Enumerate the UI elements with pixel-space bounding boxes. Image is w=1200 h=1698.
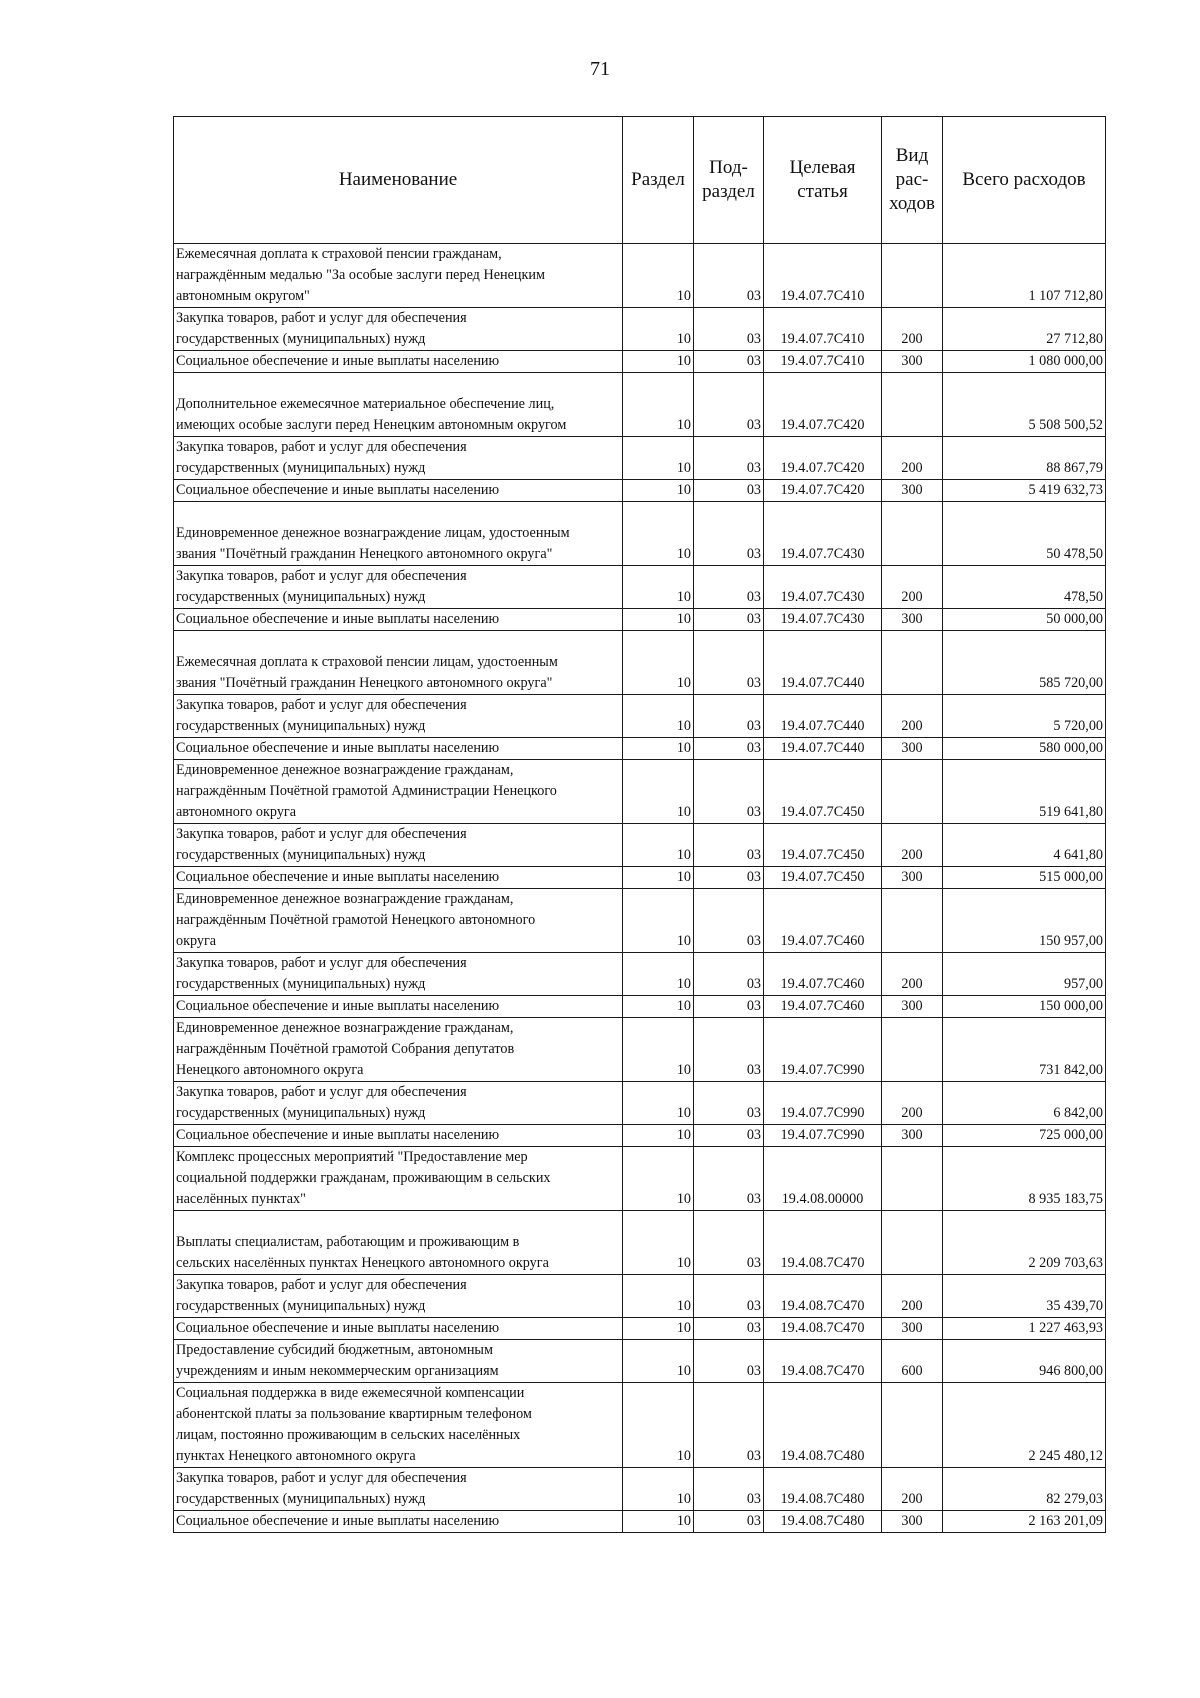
table-row — [174, 1147, 1106, 1211]
table-row — [174, 867, 1106, 889]
row-target: 19.4.07.7С410 — [764, 244, 882, 308]
row-target: 19.4.07.7С460 — [764, 953, 882, 996]
row-kind: 200 — [882, 824, 943, 867]
row-section: 10 — [623, 480, 694, 502]
row-subsection: 03 — [694, 308, 764, 351]
table-row — [174, 760, 1106, 824]
row-name: Ежемесячная доплата к страховой пенсии лицам, удостоенным звания "Почётный гражданин Ненецкого автономного округа" — [174, 631, 623, 695]
row-target: 19.4.07.7С440 — [764, 631, 882, 695]
row-total: 27 712,80 — [943, 308, 1106, 351]
header-kind: Вид рас- ходов — [882, 117, 943, 244]
table-row — [174, 1275, 1106, 1318]
row-name: Социальное обеспечение и иные выплаты населению — [174, 1125, 623, 1147]
row-kind: 300 — [882, 1511, 943, 1533]
row-section: 10 — [623, 867, 694, 889]
row-section: 10 — [623, 1211, 694, 1275]
row-section: 10 — [623, 351, 694, 373]
table-row — [174, 1383, 1106, 1468]
row-section: 10 — [623, 502, 694, 566]
row-section: 10 — [623, 824, 694, 867]
row-section: 10 — [623, 738, 694, 760]
row-total: 731 842,00 — [943, 1018, 1106, 1082]
row-subsection: 03 — [694, 1211, 764, 1275]
row-name: Предоставление субсидий бюджетным, автономным учреждениям и иным некоммерческим организациям — [174, 1340, 623, 1383]
row-name: Закупка товаров, работ и услуг для обеспечения государственных (муниципальных) нужд — [174, 308, 623, 351]
table-row — [174, 824, 1106, 867]
row-section: 10 — [623, 609, 694, 631]
row-kind: 300 — [882, 351, 943, 373]
table-row — [174, 566, 1106, 609]
row-target: 19.4.07.7С410 — [764, 351, 882, 373]
row-section: 10 — [623, 1082, 694, 1125]
row-section: 10 — [623, 244, 694, 308]
row-section: 10 — [623, 996, 694, 1018]
row-subsection: 03 — [694, 1511, 764, 1533]
row-target: 19.4.08.7С470 — [764, 1318, 882, 1340]
row-section: 10 — [623, 437, 694, 480]
row-subsection: 03 — [694, 824, 764, 867]
row-subsection: 03 — [694, 1340, 764, 1383]
header-total: Всего расходов — [943, 117, 1106, 244]
row-target: 19.4.07.7С420 — [764, 373, 882, 437]
row-target: 19.4.07.7С450 — [764, 824, 882, 867]
row-kind — [882, 889, 943, 953]
row-subsection: 03 — [694, 609, 764, 631]
row-name: Закупка товаров, работ и услуг для обеспечения государственных (муниципальных) нужд — [174, 1468, 623, 1511]
row-kind: 200 — [882, 1082, 943, 1125]
row-subsection: 03 — [694, 566, 764, 609]
row-subsection: 03 — [694, 889, 764, 953]
row-name: Выплаты специалистам, работающим и проживающим в сельских населённых пунктах Ненецкого автономного округа — [174, 1211, 623, 1275]
row-name: Социальная поддержка в виде ежемесячной компенсации абонентской платы за пользование квартирным телефоном лицам, постоянно проживающим в сельских населённых пунктах Ненецкого автономного округа — [174, 1383, 623, 1468]
table-row — [174, 996, 1106, 1018]
row-target: 19.4.07.7С990 — [764, 1125, 882, 1147]
header-subsection: Под- раздел — [694, 117, 764, 244]
row-subsection: 03 — [694, 1275, 764, 1318]
row-section: 10 — [623, 1468, 694, 1511]
row-name: Дополнительное ежемесячное материальное обеспечение лиц, имеющих особые заслуги перед Ненецким автономным округом — [174, 373, 623, 437]
row-target: 19.4.07.7С990 — [764, 1018, 882, 1082]
row-section: 10 — [623, 1511, 694, 1533]
row-target: 19.4.07.7С430 — [764, 609, 882, 631]
row-target: 19.4.07.7С460 — [764, 996, 882, 1018]
row-total: 478,50 — [943, 566, 1106, 609]
row-total: 515 000,00 — [943, 867, 1106, 889]
row-total: 150 000,00 — [943, 996, 1106, 1018]
row-total: 519 641,80 — [943, 760, 1106, 824]
header-target: Целевая статья — [764, 117, 882, 244]
row-section: 10 — [623, 1018, 694, 1082]
row-kind — [882, 631, 943, 695]
row-kind — [882, 373, 943, 437]
row-name: Единовременное денежное вознаграждение гражданам, награждённым Почётной грамотой Ненецкого автономного округа — [174, 889, 623, 953]
row-kind — [882, 502, 943, 566]
row-subsection: 03 — [694, 867, 764, 889]
table-row — [174, 480, 1106, 502]
row-total: 35 439,70 — [943, 1275, 1106, 1318]
row-name: Социальное обеспечение и иные выплаты населению — [174, 996, 623, 1018]
row-total: 957,00 — [943, 953, 1106, 996]
table-row — [174, 953, 1106, 996]
row-section: 10 — [623, 373, 694, 437]
row-name: Социальное обеспечение и иные выплаты населению — [174, 609, 623, 631]
row-section: 10 — [623, 566, 694, 609]
row-kind: 300 — [882, 867, 943, 889]
table-body — [174, 244, 1106, 1533]
row-name: Закупка товаров, работ и услуг для обеспечения государственных (муниципальных) нужд — [174, 566, 623, 609]
row-total: 150 957,00 — [943, 889, 1106, 953]
row-kind: 200 — [882, 437, 943, 480]
row-name: Закупка товаров, работ и услуг для обеспечения государственных (муниципальных) нужд — [174, 1275, 623, 1318]
table-row — [174, 1125, 1106, 1147]
row-kind: 300 — [882, 738, 943, 760]
budget-table — [173, 116, 1106, 1533]
row-total: 4 641,80 — [943, 824, 1106, 867]
row-name: Социальное обеспечение и иные выплаты населению — [174, 867, 623, 889]
row-total: 5 720,00 — [943, 695, 1106, 738]
row-section: 10 — [623, 1147, 694, 1211]
header-name: Наименование — [174, 117, 623, 244]
table-row — [174, 1318, 1106, 1340]
row-kind: 300 — [882, 1125, 943, 1147]
row-name: Социальное обеспечение и иные выплаты населению — [174, 738, 623, 760]
table-row — [174, 631, 1106, 695]
row-section: 10 — [623, 1125, 694, 1147]
row-kind: 300 — [882, 1318, 943, 1340]
row-section: 10 — [623, 308, 694, 351]
row-target: 19.4.08.7С470 — [764, 1340, 882, 1383]
row-total: 725 000,00 — [943, 1125, 1106, 1147]
table-row — [174, 1468, 1106, 1511]
row-target: 19.4.07.7С440 — [764, 695, 882, 738]
row-name: Единовременное денежное вознаграждение гражданам, награждённым Почётной грамотой Администрации Ненецкого автономного округа — [174, 760, 623, 824]
row-total: 580 000,00 — [943, 738, 1106, 760]
row-section: 10 — [623, 1275, 694, 1318]
table-row — [174, 244, 1106, 308]
row-section: 10 — [623, 1383, 694, 1468]
row-subsection: 03 — [694, 437, 764, 480]
table-row — [174, 738, 1106, 760]
row-subsection: 03 — [694, 1468, 764, 1511]
row-subsection: 03 — [694, 738, 764, 760]
table-row — [174, 695, 1106, 738]
row-subsection: 03 — [694, 631, 764, 695]
row-kind — [882, 760, 943, 824]
table-row — [174, 1082, 1106, 1125]
row-name: Закупка товаров, работ и услуг для обеспечения государственных (муниципальных) нужд — [174, 437, 623, 480]
row-name: Социальное обеспечение и иные выплаты населению — [174, 351, 623, 373]
row-subsection: 03 — [694, 996, 764, 1018]
table-row — [174, 437, 1106, 480]
row-kind: 600 — [882, 1340, 943, 1383]
table-row — [174, 502, 1106, 566]
row-subsection: 03 — [694, 1147, 764, 1211]
row-name: Социальное обеспечение и иные выплаты населению — [174, 480, 623, 502]
row-name: Комплекс процессных мероприятий "Предоставление мер социальной поддержки гражданам, проживающим в сельских населённых пунктах" — [174, 1147, 623, 1211]
row-kind: 300 — [882, 996, 943, 1018]
header-section: Раздел — [623, 117, 694, 244]
row-name: Закупка товаров, работ и услуг для обеспечения государственных (муниципальных) нужд — [174, 695, 623, 738]
row-target: 19.4.07.7С450 — [764, 867, 882, 889]
row-total: 585 720,00 — [943, 631, 1106, 695]
table-row — [174, 351, 1106, 373]
row-section: 10 — [623, 1340, 694, 1383]
table-row — [174, 1211, 1106, 1275]
row-target: 19.4.07.7С990 — [764, 1082, 882, 1125]
row-name: Единовременное денежное вознаграждение гражданам, награждённым Почётной грамотой Собрания депутатов Ненецкого автономного округа — [174, 1018, 623, 1082]
row-kind — [882, 244, 943, 308]
row-total: 50 478,50 — [943, 502, 1106, 566]
row-total: 88 867,79 — [943, 437, 1106, 480]
row-subsection: 03 — [694, 351, 764, 373]
row-total: 1 107 712,80 — [943, 244, 1106, 308]
table-row — [174, 1340, 1106, 1383]
row-subsection: 03 — [694, 373, 764, 437]
row-total: 50 000,00 — [943, 609, 1106, 631]
row-total: 5 419 632,73 — [943, 480, 1106, 502]
row-total: 6 842,00 — [943, 1082, 1106, 1125]
row-section: 10 — [623, 695, 694, 738]
row-name: Социальное обеспечение и иные выплаты населению — [174, 1318, 623, 1340]
row-subsection: 03 — [694, 502, 764, 566]
row-kind — [882, 1018, 943, 1082]
row-target: 19.4.07.7С440 — [764, 738, 882, 760]
row-target: 19.4.08.7С470 — [764, 1211, 882, 1275]
row-name: Социальное обеспечение и иные выплаты населению — [174, 1511, 623, 1533]
row-target: 19.4.08.7С480 — [764, 1383, 882, 1468]
row-kind: 200 — [882, 1468, 943, 1511]
row-target: 19.4.07.7С450 — [764, 760, 882, 824]
row-section: 10 — [623, 889, 694, 953]
row-section: 10 — [623, 631, 694, 695]
row-total: 8 935 183,75 — [943, 1147, 1106, 1211]
table-row — [174, 1018, 1106, 1082]
row-total: 1 080 000,00 — [943, 351, 1106, 373]
row-kind — [882, 1383, 943, 1468]
row-target: 19.4.07.7С420 — [764, 437, 882, 480]
row-subsection: 03 — [694, 1125, 764, 1147]
table-row — [174, 1511, 1106, 1533]
row-subsection: 03 — [694, 695, 764, 738]
table-row — [174, 889, 1106, 953]
row-target: 19.4.07.7С410 — [764, 308, 882, 351]
row-target: 19.4.08.00000 — [764, 1147, 882, 1211]
table-row — [174, 308, 1106, 351]
table-header-row — [174, 117, 1106, 244]
row-subsection: 03 — [694, 1018, 764, 1082]
row-subsection: 03 — [694, 1383, 764, 1468]
row-name: Единовременное денежное вознаграждение лицам, удостоенным звания "Почётный гражданин Ненецкого автономного округа" — [174, 502, 623, 566]
row-name: Закупка товаров, работ и услуг для обеспечения государственных (муниципальных) нужд — [174, 1082, 623, 1125]
row-kind: 200 — [882, 1275, 943, 1318]
row-kind: 200 — [882, 308, 943, 351]
row-total: 82 279,03 — [943, 1468, 1106, 1511]
table-row — [174, 609, 1106, 631]
row-target: 19.4.07.7С420 — [764, 480, 882, 502]
row-subsection: 03 — [694, 1082, 764, 1125]
row-target: 19.4.07.7С430 — [764, 566, 882, 609]
row-subsection: 03 — [694, 760, 764, 824]
row-kind: 200 — [882, 695, 943, 738]
row-name: Ежемесячная доплата к страховой пенсии гражданам, награждённым медалью "За особые заслуги перед Ненецким автономным округом" — [174, 244, 623, 308]
row-section: 10 — [623, 953, 694, 996]
row-section: 10 — [623, 760, 694, 824]
row-total: 2 163 201,09 — [943, 1511, 1106, 1533]
row-kind: 200 — [882, 566, 943, 609]
row-total: 1 227 463,93 — [943, 1318, 1106, 1340]
row-target: 19.4.08.7С480 — [764, 1468, 882, 1511]
row-target: 19.4.07.7С430 — [764, 502, 882, 566]
table-row — [174, 373, 1106, 437]
page-number: 71 — [590, 58, 610, 80]
row-section: 10 — [623, 1318, 694, 1340]
row-total: 2 245 480,12 — [943, 1383, 1106, 1468]
row-subsection: 03 — [694, 1318, 764, 1340]
row-kind — [882, 1147, 943, 1211]
row-kind: 300 — [882, 480, 943, 502]
row-total: 2 209 703,63 — [943, 1211, 1106, 1275]
row-total: 946 800,00 — [943, 1340, 1106, 1383]
row-subsection: 03 — [694, 244, 764, 308]
row-kind — [882, 1211, 943, 1275]
row-subsection: 03 — [694, 953, 764, 996]
row-target: 19.4.07.7С460 — [764, 889, 882, 953]
row-target: 19.4.08.7С480 — [764, 1511, 882, 1533]
row-name: Закупка товаров, работ и услуг для обеспечения государственных (муниципальных) нужд — [174, 824, 623, 867]
row-kind: 200 — [882, 953, 943, 996]
row-subsection: 03 — [694, 480, 764, 502]
row-target: 19.4.08.7С470 — [764, 1275, 882, 1318]
row-total: 5 508 500,52 — [943, 373, 1106, 437]
row-name: Закупка товаров, работ и услуг для обеспечения государственных (муниципальных) нужд — [174, 953, 623, 996]
row-kind: 300 — [882, 609, 943, 631]
